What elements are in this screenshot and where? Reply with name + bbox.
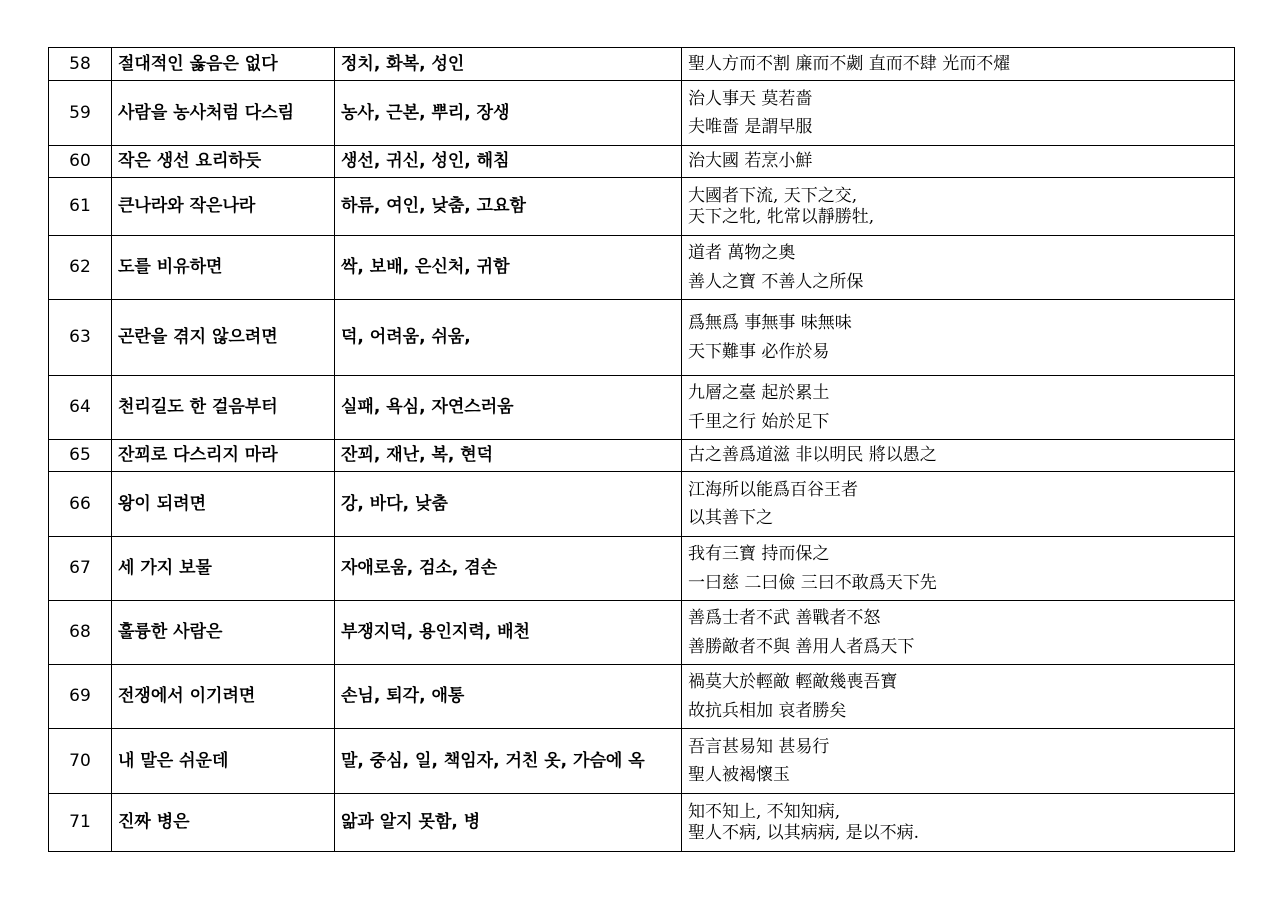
table-row xyxy=(49,665,1235,729)
chapter-keywords: 실패, 욕심, 자연스러움 xyxy=(335,376,682,440)
chapter-keywords: 부쟁지덕, 용인지력, 배천 xyxy=(335,601,682,665)
hanja-line: 以其善下之 xyxy=(688,508,773,528)
chapter-number: 61 xyxy=(49,178,112,236)
chapter-title: 진짜 병은 xyxy=(112,794,335,852)
table-row xyxy=(49,794,1235,852)
hanja-line: 聖人不病, 以其病病, 是以不病. xyxy=(688,822,920,843)
chapter-hanja xyxy=(682,794,1235,852)
table-row xyxy=(49,300,1235,376)
hanja-line: 善爲士者不武 善戰者不怒 xyxy=(688,608,881,629)
chapter-number: 58 xyxy=(49,48,112,81)
hanja-line: 天下難事 必作於易 xyxy=(688,341,830,362)
chapter-number: 60 xyxy=(49,146,112,178)
hanja-line: 一曰慈 二曰儉 三曰不敢爲天下先 xyxy=(688,572,937,593)
table-row xyxy=(49,601,1235,665)
chapter-title: 천리길도 한 걸음부터 xyxy=(112,376,335,440)
chapter-hanja xyxy=(682,81,1235,146)
chapter-hanja xyxy=(682,178,1235,236)
hanja-line: 天下之牝, 牝常以靜勝牡, xyxy=(688,206,875,227)
chapter-hanja xyxy=(682,472,1235,537)
table-row xyxy=(49,729,1235,794)
chapter-hanja xyxy=(682,665,1235,729)
chapter-number: 65 xyxy=(49,440,112,472)
chapter-keywords: 말, 중심, 일, 책임자, 거친 옷, 가슴에 옥 xyxy=(335,729,682,794)
chapter-keywords: 생선, 귀신, 성인, 해침 xyxy=(335,146,682,178)
hanja-line: 善勝敵者不與 善用人者爲天下 xyxy=(688,636,915,657)
table-row xyxy=(49,81,1235,146)
chapter-number: 66 xyxy=(49,472,112,537)
hanja-line: 聖人方而不割 廉而不劌 直而不肆 光而不燿 xyxy=(688,53,1011,74)
chapter-title: 내 말은 쉬운데 xyxy=(112,729,335,794)
table-row xyxy=(49,440,1235,472)
chapter-hanja xyxy=(682,236,1235,300)
hanja-line: 治人事天 莫若嗇 xyxy=(688,88,813,109)
chapter-number: 69 xyxy=(49,665,112,729)
chapter-keywords: 농사, 근본, 뿌리, 장생 xyxy=(335,81,682,146)
chapter-keywords: 자애로움, 검소, 겸손 xyxy=(335,537,682,601)
table-row xyxy=(49,236,1235,300)
table-row xyxy=(49,472,1235,537)
chapter-hanja xyxy=(682,601,1235,665)
hanja-line: 故抗兵相加 哀者勝矣 xyxy=(688,700,847,721)
chapter-hanja xyxy=(682,537,1235,601)
chapter-number: 64 xyxy=(49,376,112,440)
chapter-title: 도를 비유하면 xyxy=(112,236,335,300)
chapter-number: 68 xyxy=(49,601,112,665)
chapter-number: 70 xyxy=(49,729,112,794)
hanja-line: 聖人被褐懷玉 xyxy=(688,765,790,785)
chapter-title: 훌륭한 사람은 xyxy=(112,601,335,665)
hanja-line: 古之善爲道滋 非以明民 將以愚之 xyxy=(688,445,937,466)
chapter-title: 곤란을 겪지 않으려면 xyxy=(112,300,335,376)
chapter-hanja xyxy=(682,146,1235,178)
hanja-line: 爲無爲 事無事 味無味 xyxy=(688,313,852,334)
chapter-hanja xyxy=(682,376,1235,440)
hanja-line: 千里之行 始於足下 xyxy=(688,411,830,432)
chapter-hanja xyxy=(682,729,1235,794)
chapter-keywords: 강, 바다, 낮춤 xyxy=(335,472,682,537)
hanja-line: 大國者下流, 天下之交, xyxy=(688,186,858,207)
chapter-keywords: 정치, 화복, 성인 xyxy=(335,48,682,81)
hanja-line: 善人之寶 不善人之所保 xyxy=(688,271,864,292)
content-table xyxy=(48,47,1235,852)
chapter-title: 전쟁에서 이기려면 xyxy=(112,665,335,729)
hanja-line: 治大國 若烹小鮮 xyxy=(688,151,813,172)
chapter-hanja xyxy=(682,440,1235,472)
chapter-keywords: 손님, 퇴각, 애통 xyxy=(335,665,682,729)
chapter-number: 63 xyxy=(49,300,112,376)
hanja-line: 江海所以能爲百谷王者 xyxy=(688,479,858,500)
chapter-title: 왕이 되려면 xyxy=(112,472,335,537)
chapter-keywords: 싹, 보배, 은신처, 귀함 xyxy=(335,236,682,300)
hanja-line: 我有三寶 持而保之 xyxy=(688,544,830,565)
chapter-title: 사람을 농사처럼 다스림 xyxy=(112,81,335,146)
chapter-title: 큰나라와 작은나라 xyxy=(112,178,335,236)
chapter-hanja xyxy=(682,48,1235,81)
table-row xyxy=(49,537,1235,601)
table-row xyxy=(49,146,1235,178)
chapter-keywords: 하류, 여인, 낮춤, 고요함 xyxy=(335,178,682,236)
chapter-number: 67 xyxy=(49,537,112,601)
chapter-number: 59 xyxy=(49,81,112,146)
chapter-title: 세 가지 보물 xyxy=(112,537,335,601)
hanja-line: 九層之臺 起於累土 xyxy=(688,383,830,404)
hanja-line: 知不知上, 不知知病, xyxy=(688,802,841,823)
hanja-line: 吾言甚易知 甚易行 xyxy=(688,736,830,757)
table-row xyxy=(49,178,1235,236)
chapter-number: 71 xyxy=(49,794,112,852)
chapter-keywords: 앎과 알지 못함, 병 xyxy=(335,794,682,852)
chapter-keywords: 덕, 어려움, 쉬움, xyxy=(335,300,682,376)
hanja-line: 夫唯嗇 是謂早服 xyxy=(688,117,813,137)
table-row xyxy=(49,48,1235,81)
chapter-title: 절대적인 옳음은 없다 xyxy=(112,48,335,81)
chapter-hanja xyxy=(682,300,1235,376)
chapter-title: 잔꾀로 다스리지 마라 xyxy=(112,440,335,472)
table-row xyxy=(49,376,1235,440)
chapter-number: 62 xyxy=(49,236,112,300)
hanja-line: 道者 萬物之奧 xyxy=(688,243,796,264)
hanja-line: 禍莫大於輕敵 輕敵幾喪吾寶 xyxy=(688,672,898,693)
chapter-title: 작은 생선 요리하듯 xyxy=(112,146,335,178)
chapter-keywords: 잔꾀, 재난, 복, 현덕 xyxy=(335,440,682,472)
